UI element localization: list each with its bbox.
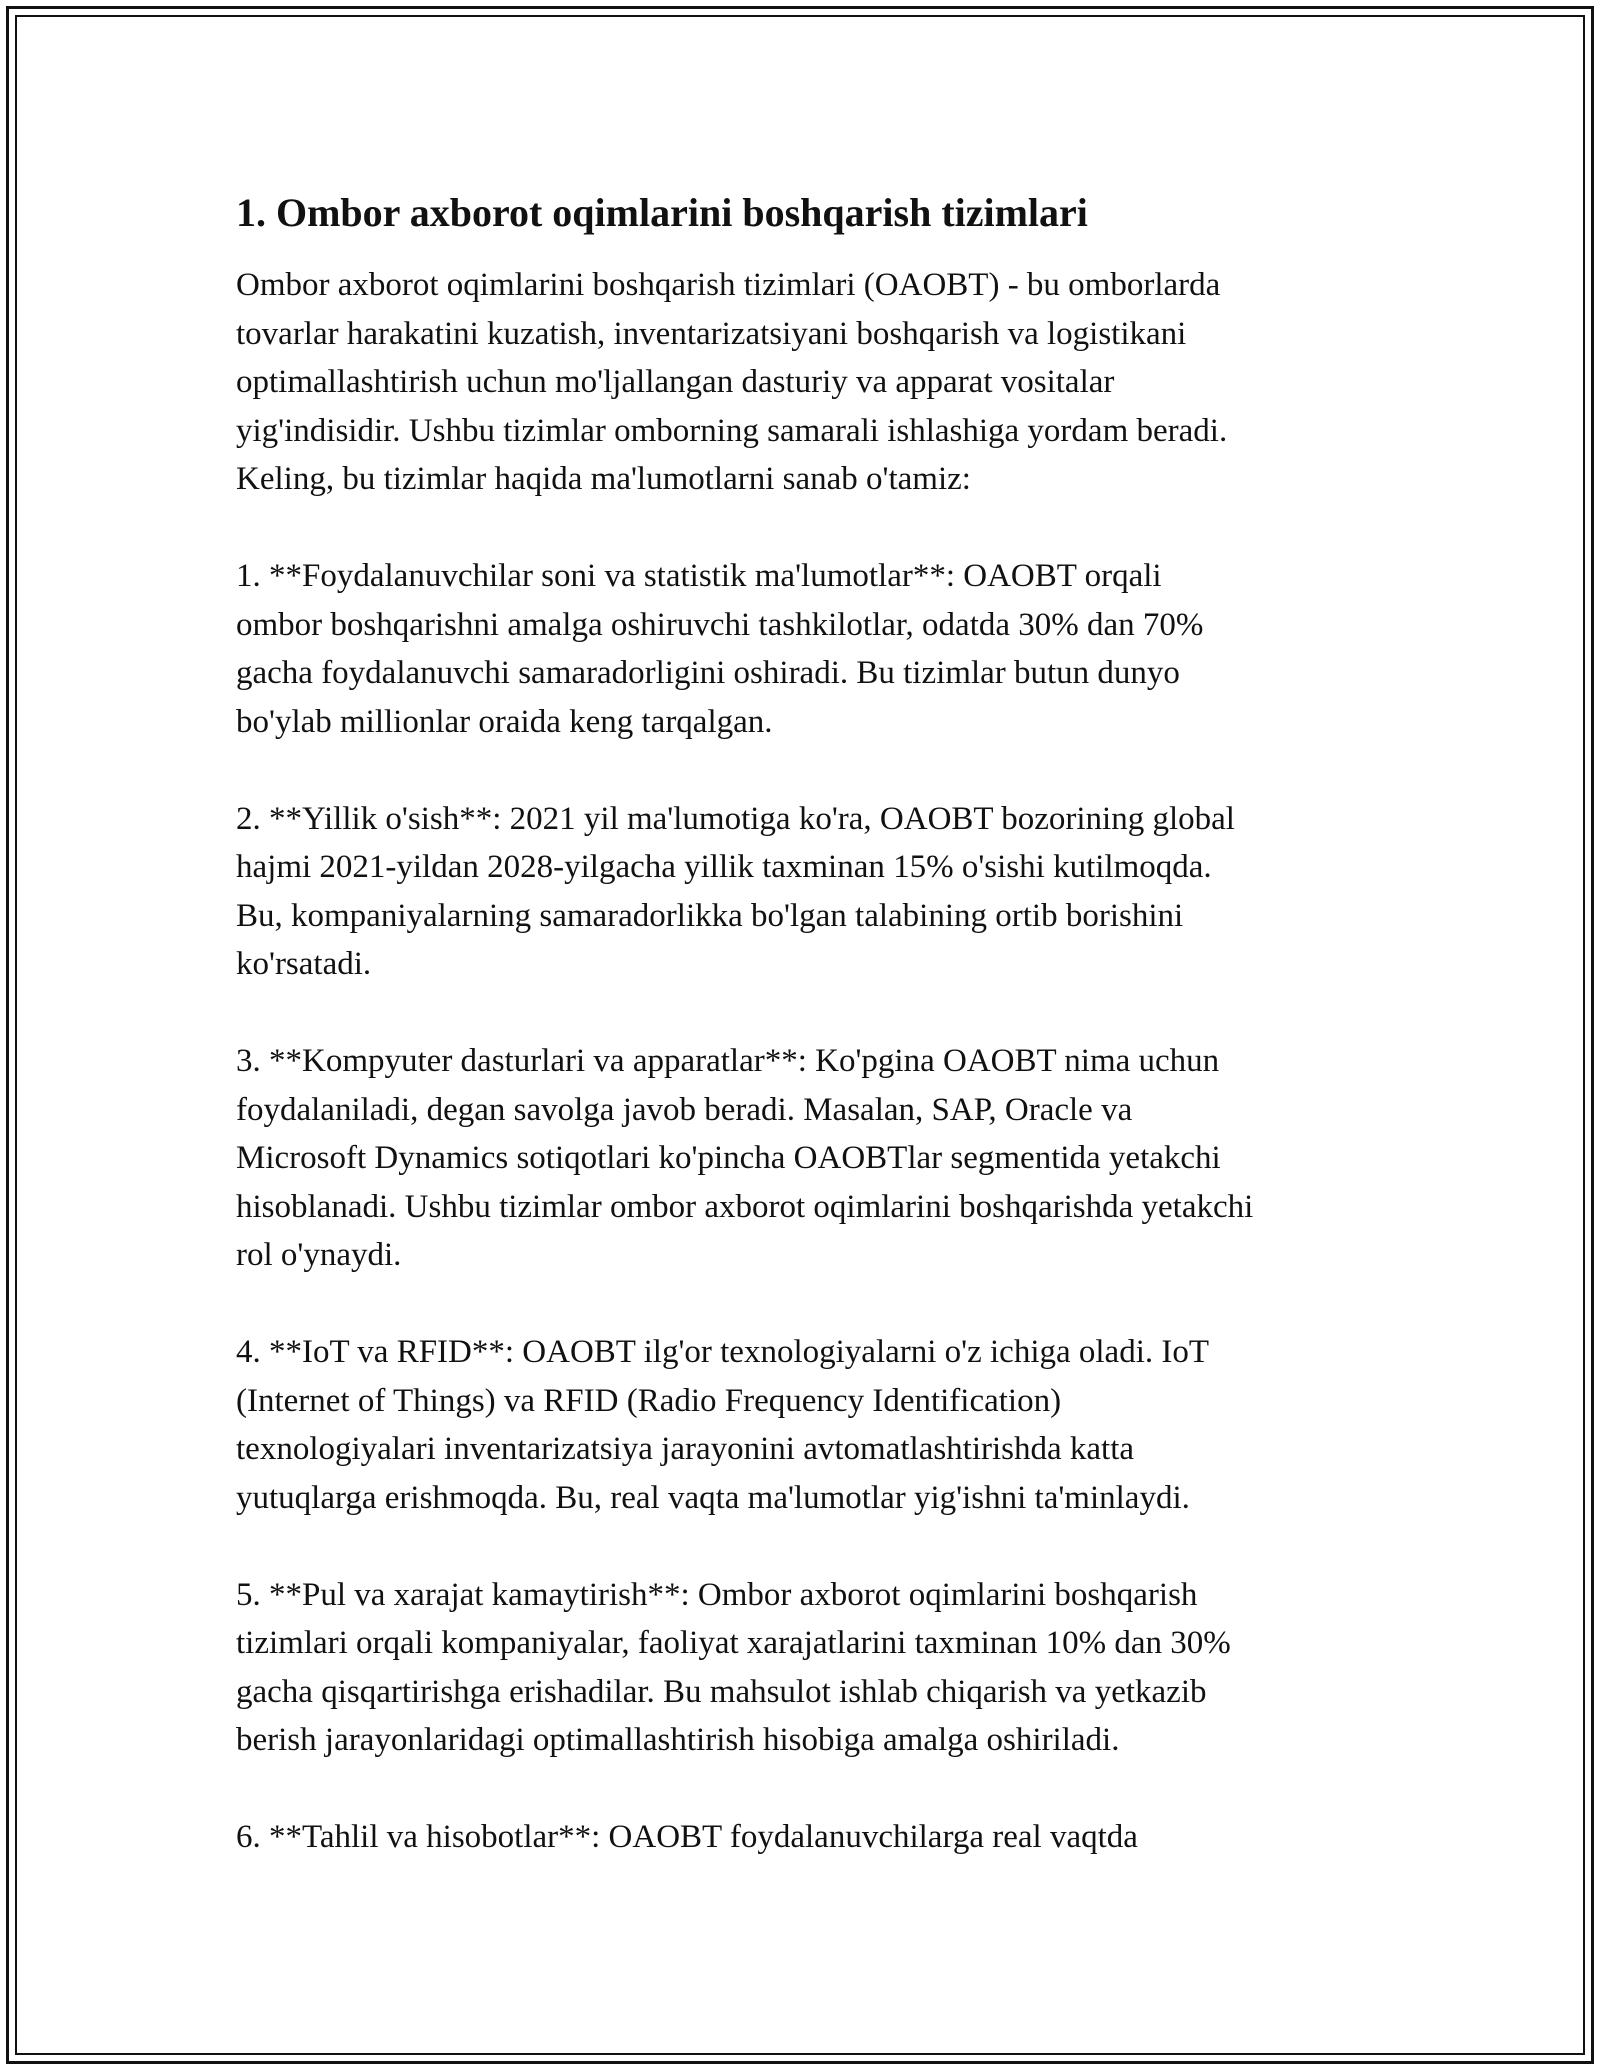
list-item-2 <box>236 795 1386 989</box>
text-line: (Internet of Things) va RFID (Radio Frequency Identification) <box>236 1382 1062 1419</box>
text-line: gacha qisqartirishga erishadilar. Bu mahsulot ishlab chiqarish va yetkazib <box>236 1673 1207 1710</box>
text-line: yutuqlarga erishmoqda. Bu, real vaqta ma'lumotlar yig'ishni ta'minlaydi. <box>236 1479 1190 1516</box>
paragraph-spacer <box>236 1280 1386 1329</box>
text-line: Keling, bu tizimlar haqida ma'lumotlarni sanab o'tamiz: <box>236 461 971 497</box>
paragraph-spacer <box>236 504 1386 553</box>
text-line: berish jarayonlaridagi optimallashtirish hisobiga amalga oshiriladi. <box>236 1722 1120 1758</box>
document-body <box>236 185 1386 1862</box>
text-line: 4. **IoT va RFID**: OAOBT ilg'or texnologiyalarni o'z ichiga oladi. IoT <box>236 1334 1210 1370</box>
list-item-6 <box>236 1813 1386 1862</box>
text-line: Microsoft Dynamics sotiqotlari ko'pincha OAOBTlar segmentida yetakchi <box>236 1140 1221 1176</box>
text-line: 3. **Kompyuter dasturlari va apparatlar**: Ko'pgina OAOBT nima uchun <box>236 1043 1220 1079</box>
paragraph-spacer <box>236 989 1386 1038</box>
text-line: 6. **Tahlil va hisobotlar**: OAOBT foydalanuvchilarga real vaqtda <box>236 1819 1138 1855</box>
text-line: tizimlari orqali kompaniyalar, faoliyat xarajatlarini taxminan 10% dan 30% <box>236 1625 1231 1661</box>
paragraph-spacer <box>236 746 1386 795</box>
text-line: hajmi 2021-yildan 2028-yilgacha yillik taxminan 15% o'sishi kutilmoqda. <box>236 849 1212 885</box>
text-line: 2. **Yillik o'sish**: 2021 yil ma'lumotiga ko'ra, OAOBT bozorining global <box>236 800 1235 837</box>
text-line: ombor boshqarishni amalga oshiruvchi tashkilotlar, odatda 30% dan 70% <box>236 606 1204 643</box>
page-title: 1. Ombor axborot oqimlarini boshqarish tizimlari <box>236 190 1088 235</box>
text-line: Bu, kompaniyalarning samaradorlikka bo'lgan talabining ortib borishini <box>236 897 1184 934</box>
text-line: yig'indisidir. Ushbu tizimlar omborning samarali ishlashiga yordam beradi. <box>236 412 1228 449</box>
text-line: foydalaniladi, degan savolga javob beradi. Masalan, SAP, Oracle va <box>236 1091 1133 1128</box>
text-line: gacha foydalanuvchi samaradorligini oshiradi. Bu tizimlar butun dunyo <box>236 655 1180 691</box>
list-item-3 <box>236 1037 1386 1280</box>
intro-paragraph <box>236 261 1386 504</box>
list-item-5 <box>236 1571 1386 1765</box>
text-line: tovarlar harakatini kuzatish, inventarizatsiyani boshqarish va logistikani <box>236 315 1187 352</box>
paragraph-spacer <box>236 1765 1386 1814</box>
paragraph-spacer <box>236 1522 1386 1571</box>
text-line: ko'rsatadi. <box>236 946 372 982</box>
text-line: 1. **Foydalanuvchilar soni va statistik ma'lumotlar**: OAOBT orqali <box>236 558 1162 594</box>
list-item-1 <box>236 552 1386 746</box>
text-line: optimallashtirish uchun mo'ljallangan dasturiy va apparat vositalar <box>236 364 1115 400</box>
text-line: hisoblanadi. Ushbu tizimlar ombor axborot oqimlarini boshqarishda yetakchi <box>236 1188 1254 1225</box>
text-line: bo'ylab millionlar oraida keng tarqalgan. <box>236 703 773 740</box>
text-line: texnologiyalari inventarizatsiya jarayonini avtomatlashtirishda katta <box>236 1431 1135 1467</box>
list-item-4 <box>236 1328 1386 1522</box>
text-line: Ombor axborot oqimlarini boshqarish tizimlari (OAOBT) - bu omborlarda <box>236 267 1221 303</box>
text-line: 5. **Pul va xarajat kamaytirish**: Ombor axborot oqimlarini boshqarish <box>236 1576 1198 1613</box>
text-line: rol o'ynaydi. <box>236 1237 402 1273</box>
